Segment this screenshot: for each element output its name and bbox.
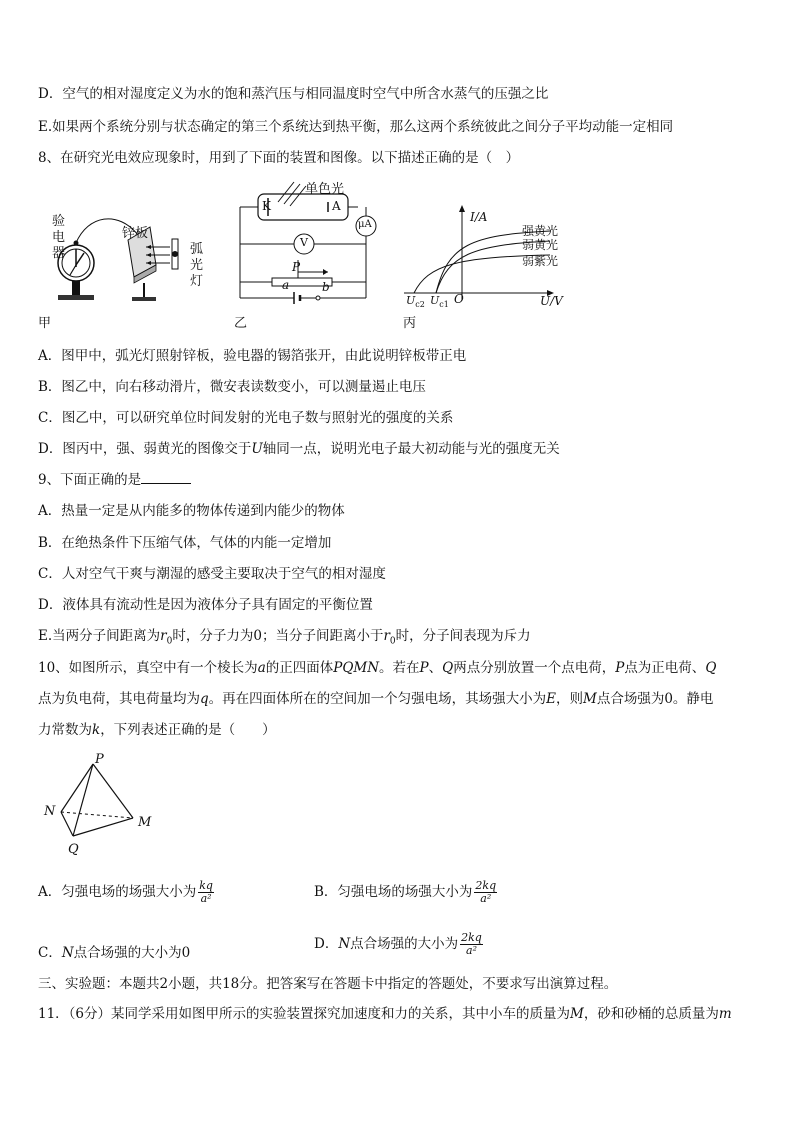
q8-option-a: A．图甲中，弧光灯照射锌板，验电器的锡箔张开，由此说明锌板带正电 (38, 348, 467, 364)
q9-option-e: E.当两分子间距离为$r_0$时，分子力为0；当分子间距离小于$r_0$时，分子间表现为斥力 (38, 628, 531, 647)
axis-label-u: U/V (540, 294, 563, 308)
q10-option-a: A．匀强电场的场强大小为 $\frac{kq}{\text{a²}}$ (38, 879, 213, 905)
q9-option-b: B．在绝热条件下压缩气体，气体的内能一定增加 (38, 535, 332, 551)
q8-option-c: C．图乙中，可以研究单位时间发射的光电子数与照射光的强度的关系 (38, 410, 454, 426)
q10-option-b: B．匀强电场的场强大小为 $\frac{2kq}{\text{a²}}$ (314, 879, 497, 905)
vertex-n: N (44, 804, 56, 819)
label-electroscope-1: 验 (52, 214, 66, 229)
q10-option-d: D．N点合场强的大小为 $\frac{2kq}{\text{a²}}$ (314, 931, 482, 957)
origin-label: O (454, 292, 464, 306)
q7-option-e: E.如果两个系统分别与状态确定的第三个系统达到热平衡，那么这两个系统彼此之间分子平均动能一定相同 (38, 119, 674, 135)
caption-bing: 丙 (403, 316, 417, 331)
q9-stem: 9、下面正确的是 (38, 468, 191, 488)
label-a-end: a (282, 278, 290, 292)
q9-option-c: C．人对空气干爽与潮湿的感受主要取决于空气的相对湿度 (38, 566, 386, 582)
q10-stem-line1: 10、如图所示，真空中有一个棱长为a的正四面体PQMN。若在P、Q两点分别放置一个点电荷，P点为正电荷、Q (38, 660, 717, 676)
label-k: K (262, 199, 271, 213)
label-uc2: $U_{c2}$ (406, 294, 425, 310)
label-monochromatic-light: 单色光 (305, 182, 345, 197)
label-uc1: $U_{c1}$ (430, 294, 449, 310)
label-electroscope-3: 器 (52, 246, 66, 261)
tetrahedron-figure (55, 760, 145, 845)
q8-option-b: B．图乙中，向右移动滑片，微安表读数变小，可以测量遏止电压 (38, 379, 426, 395)
q10-option-c: C．N点合场强的大小为0 (38, 945, 191, 961)
q10-stem-line2: 点为负电荷，其电荷量均为q。再在四面体所在的空间加一个匀强电场，其场强大小为E，则M点合场强为0。静电 (38, 691, 714, 707)
label-zinc-plate: 锌板 (122, 226, 149, 241)
q7-option-d: D．空气的相对湿度定义为水的饱和蒸汽压与相同温度时空气中所含水蒸气的压强之比 (38, 86, 549, 102)
label-arc-lamp-1: 弧 (190, 242, 204, 257)
q9-option-d: D．液体具有流动性是因为液体分子具有固定的平衡位置 (38, 597, 373, 613)
q9-option-a: A．热量一定是从内能多的物体传递到内能少的物体 (38, 503, 345, 519)
label-slider-p: P (292, 260, 301, 274)
label-arc-lamp-2: 光 (190, 258, 204, 273)
label-electroscope-2: 电 (52, 230, 66, 245)
label-arc-lamp-3: 灯 (190, 274, 204, 289)
legend-strong-yellow: 强黄光 (522, 224, 559, 238)
q8-option-d: D．图丙中，强、弱黄光的图像交于U轴同一点，说明光电子最大初动能与光的强度无关 (38, 441, 560, 457)
vertex-m: M (138, 815, 152, 830)
q10-stem-line3: 力常数为k，下列表述正确的是（ ） (38, 722, 276, 738)
q11-stem: 11．（6分）某同学采用如图甲所示的实验装置探究加速度和力的关系，其中小车的质量为M，砂和砂桶的总质量为m (38, 1006, 732, 1022)
vertex-p: P (95, 752, 104, 767)
caption-jia: 甲 (38, 316, 52, 331)
q8-stem: 8、在研究光电效应现象时，用到了下面的装置和图像。以下描述正确的是（ ） (38, 150, 520, 166)
vertex-q: Q (68, 842, 79, 857)
label-voltmeter: V (300, 236, 308, 249)
legend-weak-violet: 弱紫光 (522, 254, 559, 268)
label-b-end: b (322, 280, 330, 294)
caption-yi: 乙 (234, 316, 248, 331)
label-microammeter: μA (358, 219, 372, 230)
axis-label-i: I/A (470, 210, 488, 224)
legend-weak-yellow: 弱黄光 (522, 238, 559, 252)
label-a-electrode: A (332, 199, 341, 213)
section-3-heading: 三、实验题：本题共2小题，共18分。把答案写在答题卡中指定的答题处，不要求写出演算过程。 (38, 976, 618, 992)
